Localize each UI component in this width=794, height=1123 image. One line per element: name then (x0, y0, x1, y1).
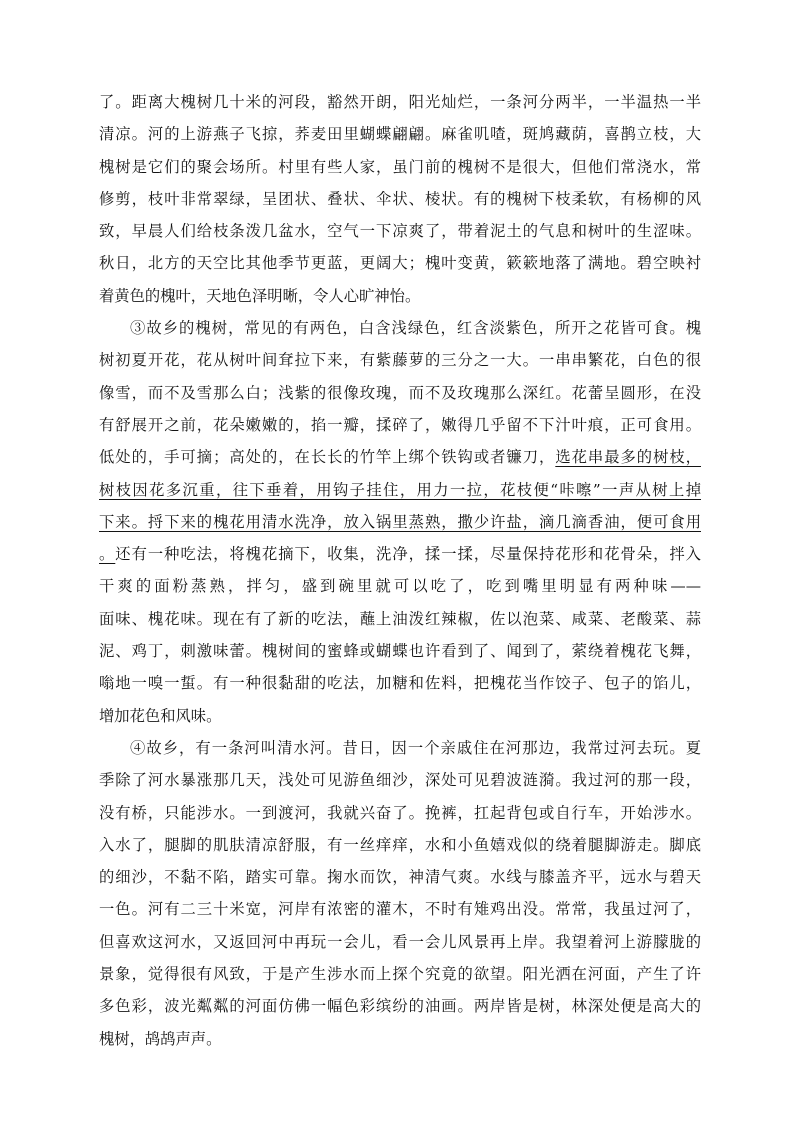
text-segment: 槐树是它们的聚会场所。村里有些人家，虽门前的槐树不是很大，但他们常浇水，常 (99, 157, 701, 176)
text-line (99, 86, 701, 118)
text-line (99, 538, 701, 570)
text-line (99, 506, 701, 538)
text-line (99, 344, 701, 376)
text-segment: 清凉。河的上游燕子飞掠，荞麦田里蝴蝶翩翩。麻雀叽喳，斑鸠藏荫，喜鹊立枝，大 (99, 125, 701, 144)
text-segment: 一色。河有二三十米宽，河岸有浓密的灌木，不时有雉鸡出没。常常，我虽过河了， (99, 900, 701, 919)
text-segment: 槐树，鸪鸪声声。 (99, 1029, 222, 1048)
text-segment: 像雪，而不及雪那么白；浅紫的很像玫瑰，而不及玫瑰那么深红。花蕾呈圆形，在没 (99, 383, 701, 402)
text-line (99, 797, 701, 829)
paragraph-3 (99, 312, 701, 732)
text-line (99, 183, 701, 215)
paragraph-4 (99, 732, 701, 1055)
text-segment: 树初夏开花，花从树叶间耷拉下来，有紫藤萝的三分之一大。一串串繁花，白色的很 (99, 351, 701, 370)
text-line (99, 667, 701, 699)
text-segment: 但喜欢这河水，又返回河中再玩一会儿，看一会儿风景再上岸。我望着河上游朦胧的 (99, 932, 701, 951)
text-line (99, 280, 701, 312)
underlined-segment: 选花串最多的树枝， (555, 448, 701, 467)
underlined-segment: 下来。捋下来的槐花用清水洗净，放入锅里蒸熟，撒少许盐，滴几滴香油，便可食用 (99, 512, 701, 531)
text-line (99, 990, 701, 1022)
text-segment: 多色彩，波光粼粼的河面仿佛一幅色彩缤纷的油画。两岸皆是树，林深处便是高大的 (99, 997, 701, 1016)
text-segment: 季除了河水暴涨那几天，浅处可见游鱼细沙，深处可见碧波涟漪。我过河的那一段， (99, 771, 701, 790)
text-segment: 还有一种吃法，将槐花摘下，收集，洗净，揉一揉，尽量保持花形和花骨朵，拌入 (115, 545, 701, 564)
text-line (99, 151, 701, 183)
underlined-segment: 树枝因花多沉重，往下垂着，用钩子挂住，用力一拉，花枝便“咔嚓”一声从树上掉 (99, 480, 701, 499)
text-line (99, 861, 701, 893)
text-segment: 增加花色和风味。 (99, 706, 222, 725)
text-segment: 有舒展开之前，花朵嫩嫩的，掐一瓣，揉碎了，嫩得几乎留不下汁叶痕，正可食用。 (99, 415, 701, 434)
text-line (99, 247, 701, 279)
document-page (99, 86, 701, 1055)
text-line (99, 215, 701, 247)
text-line (99, 926, 701, 958)
text-line (99, 700, 701, 732)
text-line (99, 958, 701, 990)
text-segment: 了。距离大槐树几十米的河段，豁然开朗，阳光灿烂，一条河分两半，一半温热一半 (99, 93, 701, 111)
text-line (99, 377, 701, 409)
text-segment: 秋日，北方的天空比其他季节更蓝，更阔大；槐叶变黄，簌簌地落了满地。碧空映衬 (99, 254, 701, 273)
text-segment: 低处的，手可摘；高处的，在长长的竹竿上绑个铁钩或者镰刀， (99, 448, 556, 467)
paragraph-1 (99, 86, 701, 312)
text-segment: ③故乡的槐树，常见的有两色，白含浅绿色，红含淡紫色，所开之花皆可食。槐 (130, 319, 701, 338)
text-line (99, 603, 701, 635)
text-line (99, 732, 701, 764)
text-line (99, 635, 701, 667)
text-line (99, 474, 701, 506)
text-segment: 入水了，腿脚的肌肤清凉舒服，有一丝痒痒，水和小鱼嬉戏似的绕着腿脚游走。脚底 (99, 835, 701, 854)
text-segment: 没有桥，只能涉水。一到渡河，我就兴奋了。挽裤，扛起背包或自行车，开始涉水。 (99, 803, 701, 822)
text-line (99, 1023, 701, 1055)
text-segment: 泥、鸡丁，刺激味蕾。槐树间的蜜蜂或蝴蝶也许看到了、闻到了，萦绕着槐花飞舞， (99, 642, 701, 661)
text-segment: 的细沙，不黏不陷，踏实可靠。掬水而饮，神清气爽。水线与膝盖齐平，远水与碧天 (99, 868, 701, 887)
text-line (99, 118, 701, 150)
text-segment: 景象，觉得很有风致，于是产生涉水而上探个究竟的欲望。阳光洒在河面，产生了许 (99, 965, 701, 984)
underlined-segment: 。 (99, 545, 116, 564)
text-line (99, 893, 701, 925)
text-segment: 致，早晨人们给枝条泼几盆水，空气一下凉爽了，带着泥土的气息和树叶的生涩味。 (99, 222, 701, 241)
text-segment: ④故乡，有一条河叫清水河。昔日，因一个亲戚住在河那边，我常过河去玩。夏 (130, 738, 701, 757)
text-line (99, 764, 701, 796)
text-segment: 面味、槐花味。现在有了新的吃法，蘸上油泼红辣椒，佐以泡菜、咸菜、老酸菜、蒜 (99, 609, 701, 628)
text-segment: 嗡地一嗅一蜇。有一种很黏甜的吃法，加糖和佐料，把槐花当作饺子、包子的馅儿， (99, 674, 701, 693)
text-segment: 干爽的面粉蒸熟，拌匀，盛到碗里就可以吃了，吃到嘴里明显有两种味—— (99, 577, 701, 596)
text-line (99, 312, 701, 344)
text-line (99, 570, 701, 602)
text-segment: 修剪，枝叶非常翠绿，呈团状、叠状、伞状、棱状。有的槐树下枝柔软，有杨柳的风 (99, 189, 701, 208)
text-line (99, 409, 701, 441)
text-line (99, 441, 701, 473)
text-segment: 着黄色的槐叶，天地色泽明晰，令人心旷神怡。 (99, 286, 421, 305)
text-line (99, 829, 701, 861)
